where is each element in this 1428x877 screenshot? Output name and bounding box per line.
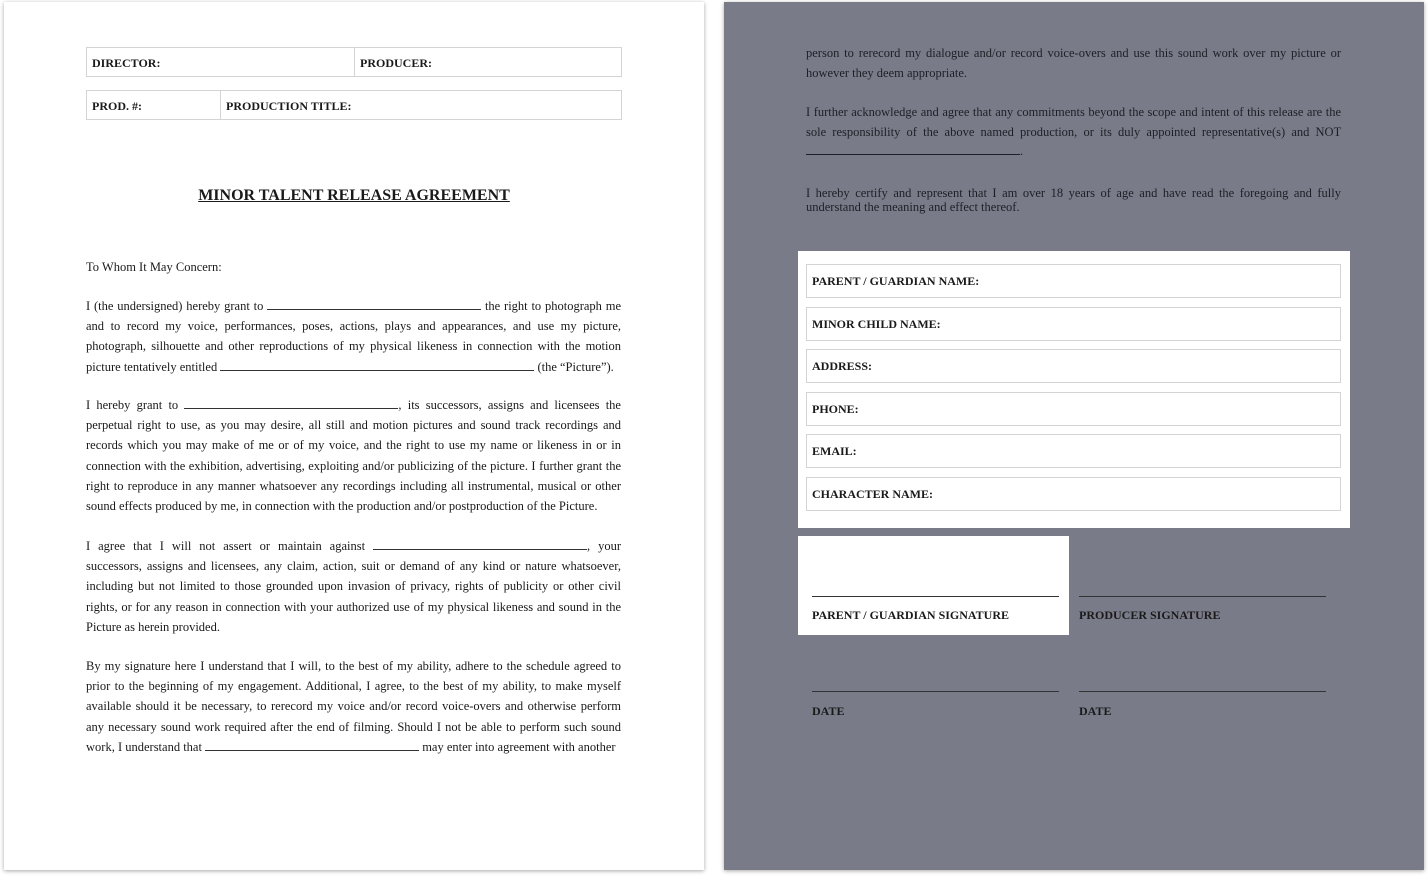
header-row-prod-title	[86, 90, 622, 120]
p1-text-a: I (the undersigned) hereby grant to	[86, 299, 264, 313]
character-name-field[interactable]	[806, 477, 1341, 511]
document-title: MINOR TALENT RELEASE AGREEMENT	[198, 187, 510, 204]
p3-text-a: I agree that I will not assert or maintain against	[86, 539, 366, 553]
date-left-label: DATE	[812, 704, 845, 718]
phone-label: PHONE:	[812, 402, 859, 416]
p1-text-b: the right to photograph me and to record my voice, performances, poses, actions, plays and appearances, and use my picture, photograph, silhouette and other reproductions of my physical likeness in connection with the motion picture tentatively entitled	[86, 299, 621, 374]
p2-text-a: I hereby grant to	[86, 398, 179, 412]
picture-title-blank[interactable]	[220, 358, 534, 371]
document-page-left	[4, 2, 704, 870]
director-field[interactable]	[87, 48, 354, 76]
paragraph-acknowledge	[806, 103, 1341, 162]
p6-text-b: .	[1020, 144, 1024, 159]
prod-number-field[interactable]	[87, 91, 220, 119]
p2-text-b: , its successors, assigns and licensees the perpetual right to use, as you may desire, all still and motion pictures and sound track recordings and records which you may make of me or of my voice, and the right to use my name or likeness in or in connection with the exhibition, advertising, exploiting and/or publicizing of the picture. I further grant the right to reproduce in any manner whatsoever any recordings including all instrumental, musical or other sound effects produced by me, in connection with the production and/or postproduction of the Picture.	[86, 398, 621, 514]
paragraph-continuation: person to rerecord my dialogue and/or record voice-overs and use this sound work over my picture or however they deem appropriate.	[806, 46, 1341, 80]
licensee-blank[interactable]	[184, 396, 398, 409]
document-page-right	[724, 2, 1424, 870]
header-row-director-producer	[86, 47, 622, 77]
production-party-blank[interactable]	[205, 738, 419, 751]
minor-child-name-label: MINOR CHILD NAME:	[812, 317, 941, 331]
p6-text-a: I further acknowledge and agree that any commitments beyond the scope and intent of this release are the sole responsibility of the above named production, or its duly appointed representative(s) and NOT	[806, 105, 1341, 139]
parent-guardian-name-field[interactable]	[806, 264, 1341, 298]
parent-signature-line[interactable]	[812, 596, 1059, 597]
p4-text-b: may enter into agreement with another	[422, 739, 616, 754]
contact-fields-panel	[798, 251, 1350, 528]
claim-party-blank[interactable]	[373, 537, 587, 550]
p4-text-a: By my signature here I understand that I will, to the best of my ability, adhere to the schedule agreed to prior to the beginning of my engagement. Additional, I agree, to the best of my ability, to make myself available should it be necessary, to rerecord my voice and/or record voice-overs and otherwise perform any necessary sound work required after the end of filming. Should I not be able to perform such sound work, I understand that	[86, 659, 621, 754]
email-label: EMAIL:	[812, 444, 857, 458]
paragraph-no-claims	[86, 536, 621, 637]
date-right-label: DATE	[1079, 704, 1112, 718]
paragraph-certify: I hereby certify and represent that I am over 18 years of age and have read the foregoing and fully understand the meaning and effect thereof.	[806, 186, 1341, 214]
parent-signature-label: PARENT / GUARDIAN SIGNATURE	[812, 608, 1010, 622]
producer-signature-line[interactable]	[1079, 596, 1326, 597]
paragraph-schedule	[86, 656, 621, 757]
paragraph-grant-rights	[86, 296, 621, 377]
production-title-field[interactable]	[220, 91, 621, 119]
email-field[interactable]	[806, 434, 1341, 468]
paragraph-perpetual-rights	[86, 395, 621, 516]
producer-field[interactable]	[354, 48, 621, 76]
producer-signature-label: PRODUCER SIGNATURE	[1079, 608, 1221, 622]
producer-label: PRODUCER:	[360, 56, 432, 70]
phone-field[interactable]	[806, 392, 1341, 426]
p1-text-c: (the “Picture”).	[537, 359, 614, 374]
parent-guardian-name-label: PARENT / GUARDIAN NAME:	[812, 274, 980, 288]
address-field[interactable]	[806, 349, 1341, 383]
address-label: ADDRESS:	[812, 359, 873, 373]
date-left-line[interactable]	[812, 691, 1059, 692]
grantee-blank[interactable]	[267, 297, 481, 310]
not-party-blank[interactable]	[806, 142, 1020, 155]
p3-text-b: , your successors, assigns and licensees, any claim, action, suit or demand of any kind or nature whatsoever, including but not limited to those grounded upon invasion of privacy, rights of publicity or other civil rights, or for any reason in connection with your authorized use of my physical likeness and sound in the Picture as herein provided.	[86, 539, 622, 634]
production-title-label: PRODUCTION TITLE:	[226, 99, 352, 113]
minor-child-name-field[interactable]	[806, 307, 1341, 341]
date-right-line[interactable]	[1079, 691, 1326, 692]
director-label: DIRECTOR:	[92, 56, 161, 70]
salutation: To Whom It May Concern:	[86, 260, 222, 274]
character-name-label: CHARACTER NAME:	[812, 487, 933, 501]
prod-number-label: PROD. #:	[92, 99, 142, 113]
